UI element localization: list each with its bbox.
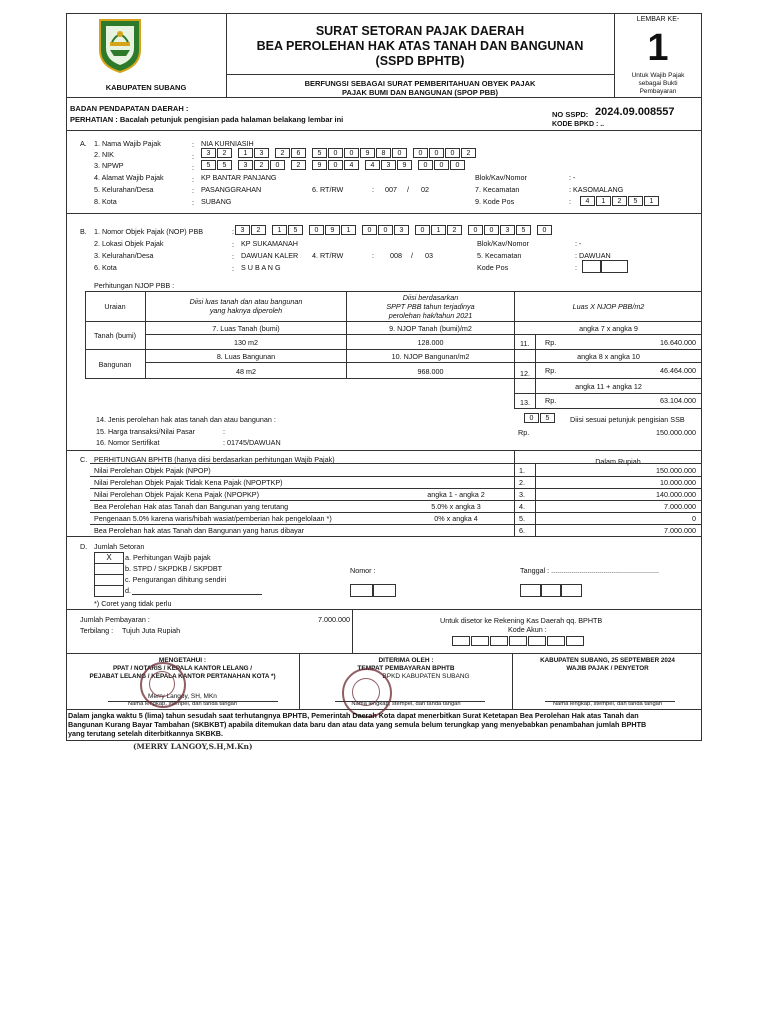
njop-h-luasx: Luas X NJOP PBB/m2 — [572, 302, 645, 311]
njop-rp-13: Rp. — [545, 396, 557, 405]
ppat-stamp-inner-icon — [149, 671, 175, 697]
digit-box: 0 — [378, 225, 393, 235]
njop-sertifikat-text: 01745/DAWUAN — [227, 438, 281, 447]
lembar-number: 1 — [647, 27, 669, 69]
digit-box: 5 — [540, 413, 555, 423]
njop-v13: 63.104.000 — [660, 396, 696, 405]
c-row-label: Nilai Perolehan Objek Pajak (NPOP) — [94, 466, 211, 475]
njop-row-6 — [514, 408, 702, 409]
njop-row-2 — [146, 334, 702, 335]
digit-box: 0 — [429, 148, 444, 158]
a-colons: : : : : : : — [192, 140, 194, 207]
b-kecamatan-text: DAWUAN — [579, 251, 611, 260]
digit-box: 3 — [394, 225, 409, 235]
digit-box: 2 — [612, 196, 627, 206]
a-nik-boxes — [201, 148, 477, 158]
d-checkbox-d[interactable] — [94, 585, 124, 597]
c-row-calc: 5.0% x angka 3 — [431, 502, 481, 511]
sig-ppat-caption: Nama lengkap, stempel, dan tanda tangan — [127, 701, 238, 707]
njop-h-sppt-2: SPPT PBB tahun terjadinya — [386, 302, 475, 311]
sig-diterima-caption: Nama lengkap, stempel, dan tanda tangan — [351, 701, 461, 707]
c-row-value: 140.000.000 — [656, 490, 696, 499]
digit-box: 9 — [397, 160, 412, 170]
b-kota-value: S U B A N G — [241, 263, 281, 272]
subtitle-line-1: BERFUNGSI SEBAGAI SURAT PEMBERITAHUAN OBYEK PAJAK — [304, 79, 536, 88]
kode-akun-box — [528, 636, 546, 646]
a-rtrw-colon: : — [372, 185, 374, 194]
d-tanggal-box-1 — [520, 584, 542, 597]
b-lokasi-value: KP SUKAMANAH — [241, 239, 298, 248]
digit-box: 4 — [365, 160, 380, 170]
njop-jenis-note: Diisi sesuai petunjuk pengisian SSB — [570, 415, 685, 424]
kode-bpkd: KODE BPKD : .. — [552, 121, 605, 128]
digit-box: 3 — [381, 160, 396, 170]
njop-row-3 — [85, 349, 702, 350]
kode-akun-box — [509, 636, 527, 646]
c-row-value: 7.000.000 — [664, 502, 696, 511]
a-alamat-value: KP BANTAR PANJANG — [201, 173, 277, 182]
njop-a810: angka 8 x angka 10 — [577, 352, 640, 361]
section-c-title: PERHITUNGAN BPHTB (hanya diisi berdasarkan perhitungan Wajib Pajak) — [94, 455, 335, 464]
b-kodepos-box-2 — [600, 260, 628, 273]
kabupaten-subang-emblem-icon — [96, 16, 144, 74]
d-nomor-box-1 — [350, 584, 374, 597]
njop-jenis-boxes — [524, 413, 556, 423]
digit-box: 0 — [328, 148, 343, 158]
b-rw-value: 03 — [425, 251, 433, 260]
digit-box: 0 — [413, 148, 428, 158]
section-d-letter: D. — [80, 542, 88, 551]
jumlah-divider — [352, 609, 353, 653]
b-rtrw-colon: : — [372, 251, 374, 260]
section-a-bottom — [66, 213, 702, 214]
digit-box: 2 — [461, 148, 476, 158]
digit-box: 0 — [445, 148, 460, 158]
sig-ppat-2: PEJABAT LELANG / KEPALA KANTOR PERTANAHAN KOTA *) — [89, 673, 276, 680]
c-row-value: 7.000.000 — [664, 526, 696, 535]
footer-note-1: Dalam jangka waktu 5 (lima) tahun sesudah saat terhutangnya BPHTB, Pemerintah Daerah Kota dapat menerbitkan Surat Ketetapan Bea Perolehan Hak atas Tanah dan — [68, 711, 639, 720]
digit-box: 0 — [524, 413, 539, 423]
njop-rp-12: Rp. — [545, 366, 557, 375]
njop-a1112: angka 11 + angka 12 — [575, 382, 642, 391]
b-rt-value: 008 — [390, 251, 402, 260]
digit-box: 3 — [201, 148, 216, 158]
digit-box: 0 — [468, 225, 483, 235]
c-row-line — [90, 512, 702, 513]
digit-box: 0 — [434, 160, 449, 170]
njop-l10: 10. NJOP Bangunan/m2 — [391, 352, 470, 361]
digit-box: 1 — [341, 225, 356, 235]
c-row-value: 0 — [692, 514, 696, 523]
c-row-no: 4. — [519, 502, 525, 511]
njop-h-sppt-3: perolehan hak/tahun 2021 — [388, 311, 473, 320]
digit-box: 0 — [415, 225, 430, 235]
b-rtrw-slash: / — [411, 251, 413, 260]
njop-njop-bangunan: 968.000 — [417, 367, 444, 376]
no-sspd-value: 2024.09.008557 — [595, 106, 675, 118]
njop-rp-11: Rp. — [545, 338, 557, 347]
b-rtrw-label: 4. RT/RW — [312, 251, 344, 260]
b-blok-dash: - — [579, 239, 582, 248]
a-kecamatan-text: KASOMALANG — [573, 185, 624, 194]
b-kodepos-colon: : — [575, 263, 577, 272]
b-kodepos-label: Kode Pos — [477, 263, 509, 272]
section-d-title: Jumlah Setoran — [94, 542, 145, 551]
njop-v11: 16.640.000 — [660, 338, 696, 347]
b-nop-boxes — [235, 225, 553, 235]
b-blok-label: Blok/Kav/Nomor — [477, 239, 529, 248]
b-blok-value: : - — [575, 239, 582, 248]
terbilang-value: Tujuh Juta Rupiah — [122, 626, 181, 635]
sig-wajib-caption: Nama lengkap, stempel, dan tanda tangan — [552, 701, 663, 707]
d-opt-c: c. Pengurangan dihitung sendiri — [125, 575, 227, 584]
perhatian-label: PERHATIAN : Bacalah petunjuk pengisian pada halaman belakang lembar ini — [70, 115, 344, 124]
b-label-lokasi: 2. Lokasi Objek Pajak — [94, 239, 164, 248]
section-c-letter: C. — [80, 455, 88, 464]
c-row-calc: 0% x angka 4 — [434, 514, 478, 523]
digit-box: 2 — [275, 148, 290, 158]
sig-mengetahui: MENGETAHUI : — [158, 657, 207, 664]
kode-akun-box — [566, 636, 584, 646]
njop-tanah-label: Tanah (bumi) — [94, 331, 136, 340]
njop-h-uraian: Uraian — [104, 302, 126, 311]
njop-sertifikat: : 01745/DAWUAN — [223, 438, 281, 447]
section-a-letter: A. — [80, 139, 87, 148]
digit-box: 5 — [201, 160, 216, 170]
a-rt-value: 007 — [385, 185, 397, 194]
d-opt-b: b. STPD / SKPDKB / SKPDBT — [125, 564, 223, 573]
a-label-npwp: 3. NPWP — [94, 161, 124, 170]
a-blok-dash: - — [573, 173, 576, 182]
sig-ppat-1: PPAT / NOTARIS / KEPALA KANTOR LELANG / — [112, 665, 253, 672]
digit-box: 5 — [516, 225, 531, 235]
digit-box: 0 — [484, 225, 499, 235]
digit-box: 5 — [217, 160, 232, 170]
njop-harga: 150.000.000 — [656, 428, 696, 437]
a-kec-value: : KASOMALANG — [569, 185, 624, 194]
digit-box: 9 — [325, 225, 340, 235]
c-row-no: 3. — [519, 490, 525, 499]
c-row-value: 150.000.000 — [656, 466, 696, 475]
sig-ppat-name: Merry Langoy, SH, MKn — [148, 693, 217, 700]
lembar-label: LEMBAR KE- — [636, 16, 680, 23]
sig-tempat: TEMPAT PEMBAYARAN BPHTB — [357, 665, 455, 672]
terbilang-label: Terbilang : — [80, 626, 114, 635]
c-row-line — [90, 524, 702, 525]
njop-a79: angka 7 x angka 9 — [579, 324, 638, 333]
kode-akun-box — [490, 636, 508, 646]
lembar-note-1: Untuk Wajib Pajak — [631, 72, 685, 79]
c-row-label: Nilai Perolehan Objek Pajak Tidak Kena Pajak (NPOPTKP) — [94, 478, 283, 487]
footer-handwritten: (MERRY LANGOY,S.H,M.Kn) — [133, 742, 253, 751]
njop-v12: 46.464.000 — [660, 366, 696, 375]
instansi-bottom — [66, 130, 702, 131]
a-nama-value: NIA KURNIASIH — [201, 139, 254, 148]
a-kota-value: SUBANG — [201, 197, 232, 206]
a-rw-value: 02 — [421, 185, 429, 194]
njop-h-luas-1: Diisi luas tanah dan atau bangunan — [189, 297, 303, 306]
digit-box: 1 — [596, 196, 611, 206]
njop-title: Perhitungan NJOP PBB : — [94, 281, 175, 290]
d-coret: *) Coret yang tidak perlu — [94, 599, 172, 608]
bpkd-stamp-inner-icon — [352, 678, 380, 706]
disetor-label: Untuk disetor ke Rekening Kas Daerah qq. BPHTB — [440, 616, 603, 625]
njop-l8: 8. Luas Bangunan — [216, 352, 276, 361]
kode-akun-box — [547, 636, 565, 646]
b-kec-label: 5. Kecamatan — [477, 251, 522, 260]
digit-box: 4 — [344, 160, 359, 170]
title-line-3: (SSPD BPHTB) — [375, 54, 465, 68]
b-kec-value: : DAWUAN — [575, 251, 611, 260]
title-line-1: SURAT SETORAN PAJAK DAERAH — [315, 24, 525, 38]
digit-box: 3 — [238, 160, 253, 170]
c-row-label: Bea Perolehan Hak atas Tanah dan Bangunan yang terutang — [94, 502, 289, 511]
digit-box: 2 — [447, 225, 462, 235]
digit-box: 2 — [251, 225, 266, 235]
a-label-kelurahan: 5. Kelurahan/Desa — [94, 185, 154, 194]
d-nomor-box-2 — [372, 584, 396, 597]
b-label-kota: 6. Kota — [94, 263, 117, 272]
sig-diterima: DITERIMA OLEH : — [378, 657, 434, 664]
a-kodepos-colon: : — [569, 197, 571, 206]
njop-rp-15: Rp. — [518, 428, 530, 437]
d-opt-d-line — [132, 594, 262, 595]
digit-box: 0 — [328, 160, 343, 170]
d-nomor: Nomor : — [350, 566, 376, 575]
digit-box: 1 — [238, 148, 253, 158]
b-nop-colon: : — [232, 227, 234, 236]
digit-box: 0 — [362, 225, 377, 235]
kode-akun-boxes — [452, 636, 585, 646]
njop-n12: 12. — [520, 369, 530, 378]
b-label-kelurahan: 3. Kelurahan/Desa — [94, 251, 154, 260]
section-c-bottom — [66, 536, 702, 537]
subtitle-line-2: PAJAK BUMI DAN BANGUNAN (SPOP PBB) — [342, 88, 498, 97]
a-rtrw-label: 6. RT/RW — [312, 185, 344, 194]
c-row-label: Bea Perolehan hak atas Tanah dan Bangunan yang harus dibayar — [94, 526, 305, 535]
digit-box: 5 — [288, 225, 303, 235]
njop-njop-tanah: 128.000 — [417, 338, 444, 347]
c-row-no: 1. — [519, 466, 525, 475]
njop-l9: 9. NJOP Tanah (bumi)/m2 — [389, 324, 472, 333]
b-label-nop: 1. Nomor Objek Pajak (NOP) PBB — [94, 227, 204, 236]
a-kodepos-label: 9. Kode Pos — [475, 197, 515, 206]
d-tanggal-box-3 — [560, 584, 582, 597]
c-header-line — [90, 463, 702, 464]
c-row-label: Pengenaan 5.0% karena waris/hibah wasiat/pemberian hak pengelolaan *) — [94, 514, 332, 523]
digit-box: 0 — [309, 225, 324, 235]
digit-box: 1 — [644, 196, 659, 206]
digit-box: 0 — [537, 225, 552, 235]
sig-date: KABUPATEN SUBANG, 25 SEPTEMBER 2024 — [540, 657, 675, 664]
no-sspd-label: NO SSPD: — [552, 110, 589, 119]
sig-wajib: WAJIB PAJAK / PENYETOR — [566, 665, 649, 672]
a-blok-value: : - — [569, 173, 576, 182]
digit-box: 9 — [312, 160, 327, 170]
c-row-value: 10.000.000 — [660, 478, 696, 487]
njop-l16: 16. Nomor Sertifikat — [96, 438, 160, 447]
c-row-no: 5. — [519, 514, 525, 523]
a-blok-label: Blok/Kav/Nomor — [475, 173, 527, 182]
b-kodepos-box-1 — [582, 260, 602, 273]
a-label-nama: 1. Nama Wajib Pajak — [94, 139, 161, 148]
jumlah-bottom — [66, 653, 702, 654]
c-row-calc: angka 1 - angka 2 — [427, 490, 485, 499]
c-row-label: Nilai Perolehan Objek Pajak Kena Pajak (NPOPKP) — [94, 490, 259, 499]
sig-tempat-2: BPKD KABUPATEN SUBANG — [382, 673, 470, 680]
njop-h-luas-2: yang haknya diperoleh — [209, 306, 283, 315]
section-d-bottom — [66, 609, 702, 610]
footer-note-3: yang terutang setelah diterbitkannya SKBKB. — [68, 729, 223, 738]
section-c-dalam: Dalam Rupiah — [595, 457, 641, 466]
a-label-nik: 2. NIK — [94, 150, 114, 159]
digit-box: 0 — [344, 148, 359, 158]
digit-box: 0 — [450, 160, 465, 170]
kode-akun-box — [471, 636, 489, 646]
section-b-letter: B. — [80, 227, 87, 236]
digit-box: 5 — [312, 148, 327, 158]
digit-box: 3 — [500, 225, 515, 235]
digit-box: 1 — [431, 225, 446, 235]
kabupaten-label: KABUPATEN SUBANG — [105, 83, 187, 92]
digit-box: 6 — [291, 148, 306, 158]
kode-akun-box — [452, 636, 470, 646]
lembar-note-2: sebagai Bukti — [638, 80, 678, 87]
digit-box: 2 — [217, 148, 232, 158]
b-colons: : : : — [232, 240, 234, 273]
a-npwp-boxes — [201, 160, 466, 170]
digit-box: 0 — [418, 160, 433, 170]
a-label-kota: 8. Kota — [94, 197, 117, 206]
a-kodepos-boxes — [580, 196, 660, 206]
jumlah-value: 7.000.000 — [318, 615, 350, 624]
digit-box: 1 — [272, 225, 287, 235]
njop-l15-colon: : — [223, 427, 225, 436]
title-line-2: BEA PEROLEHAN HAK ATAS TANAH DAN BANGUNAN — [256, 39, 584, 53]
digit-box: 3 — [254, 148, 269, 158]
njop-n13: 13. — [520, 398, 530, 407]
badan-label: BADAN PENDAPATAN DAERAH : — [70, 104, 189, 113]
digit-box: 8 — [376, 148, 391, 158]
d-checkbox-a[interactable]: X — [94, 552, 124, 564]
section-b-bottom — [66, 450, 702, 451]
kode-akun-label: Kode Akun : — [508, 625, 547, 634]
njop-l7: 7. Luas Tanah (bumi) — [212, 324, 280, 333]
b-kelurahan-value: DAWUAN KALER — [241, 251, 299, 260]
a-kec-label: 7. Kecamatan — [475, 185, 520, 194]
jumlah-label: Jumlah Pembayaran : — [80, 615, 150, 624]
d-opt-a: a. Perhitungan Wajib pajak — [125, 553, 211, 562]
digit-box: 3 — [235, 225, 250, 235]
njop-col-4 — [535, 334, 536, 408]
njop-luas-bangunan: 48 m2 — [236, 367, 256, 376]
digit-box: 4 — [580, 196, 595, 206]
njop-l15: 15. Harga transaksi/Nilai Pasar — [96, 427, 196, 436]
njop-bangunan-label: Bangunan — [98, 360, 132, 369]
digit-box: 2 — [291, 160, 306, 170]
njop-row-5 — [514, 393, 702, 394]
header-title-underline — [226, 74, 614, 75]
c-row-line — [90, 500, 702, 501]
digit-box: 2 — [254, 160, 269, 170]
c-row-no: 2. — [519, 478, 525, 487]
njop-n11: 11. — [520, 339, 530, 348]
lembar-note-3: Pembayaran — [639, 88, 677, 95]
njop-l14: 14. Jenis perolehan hak atas tanah dan atau bangunan : — [96, 415, 276, 424]
c-row-no: 6. — [519, 526, 525, 535]
njop-h-sppt-1: Diisi berdasarkan — [402, 293, 459, 302]
a-rtrw-slash: / — [407, 185, 409, 194]
d-opt-d: d. — [125, 586, 131, 595]
d-tanggal: Tanggal : ...................................................... — [520, 566, 660, 575]
header-bottom — [66, 97, 702, 98]
digit-box: 9 — [360, 148, 375, 158]
d-tanggal-box-2 — [540, 584, 562, 597]
digit-box: 0 — [392, 148, 407, 158]
digit-box: 0 — [270, 160, 285, 170]
njop-luas-tanah: 130 m2 — [234, 338, 258, 347]
footer-note-2: Bangunan Kurang Bayar Tambahan (SKBKBT) apabila ditemukan data baru dan atau data yang semula belum terungkap yang menyebabkan penambahan jumlah BPHTB — [68, 720, 647, 729]
a-label-alamat: 4. Alamat Wajib Pajak — [94, 173, 164, 182]
njop-row-4 — [146, 362, 702, 363]
njop-row-1 — [85, 321, 702, 322]
a-kelurahan-value: PASANGGRAHAN — [201, 185, 262, 194]
digit-box: 5 — [628, 196, 643, 206]
c-row-line — [90, 476, 702, 477]
c-row-line — [90, 488, 702, 489]
